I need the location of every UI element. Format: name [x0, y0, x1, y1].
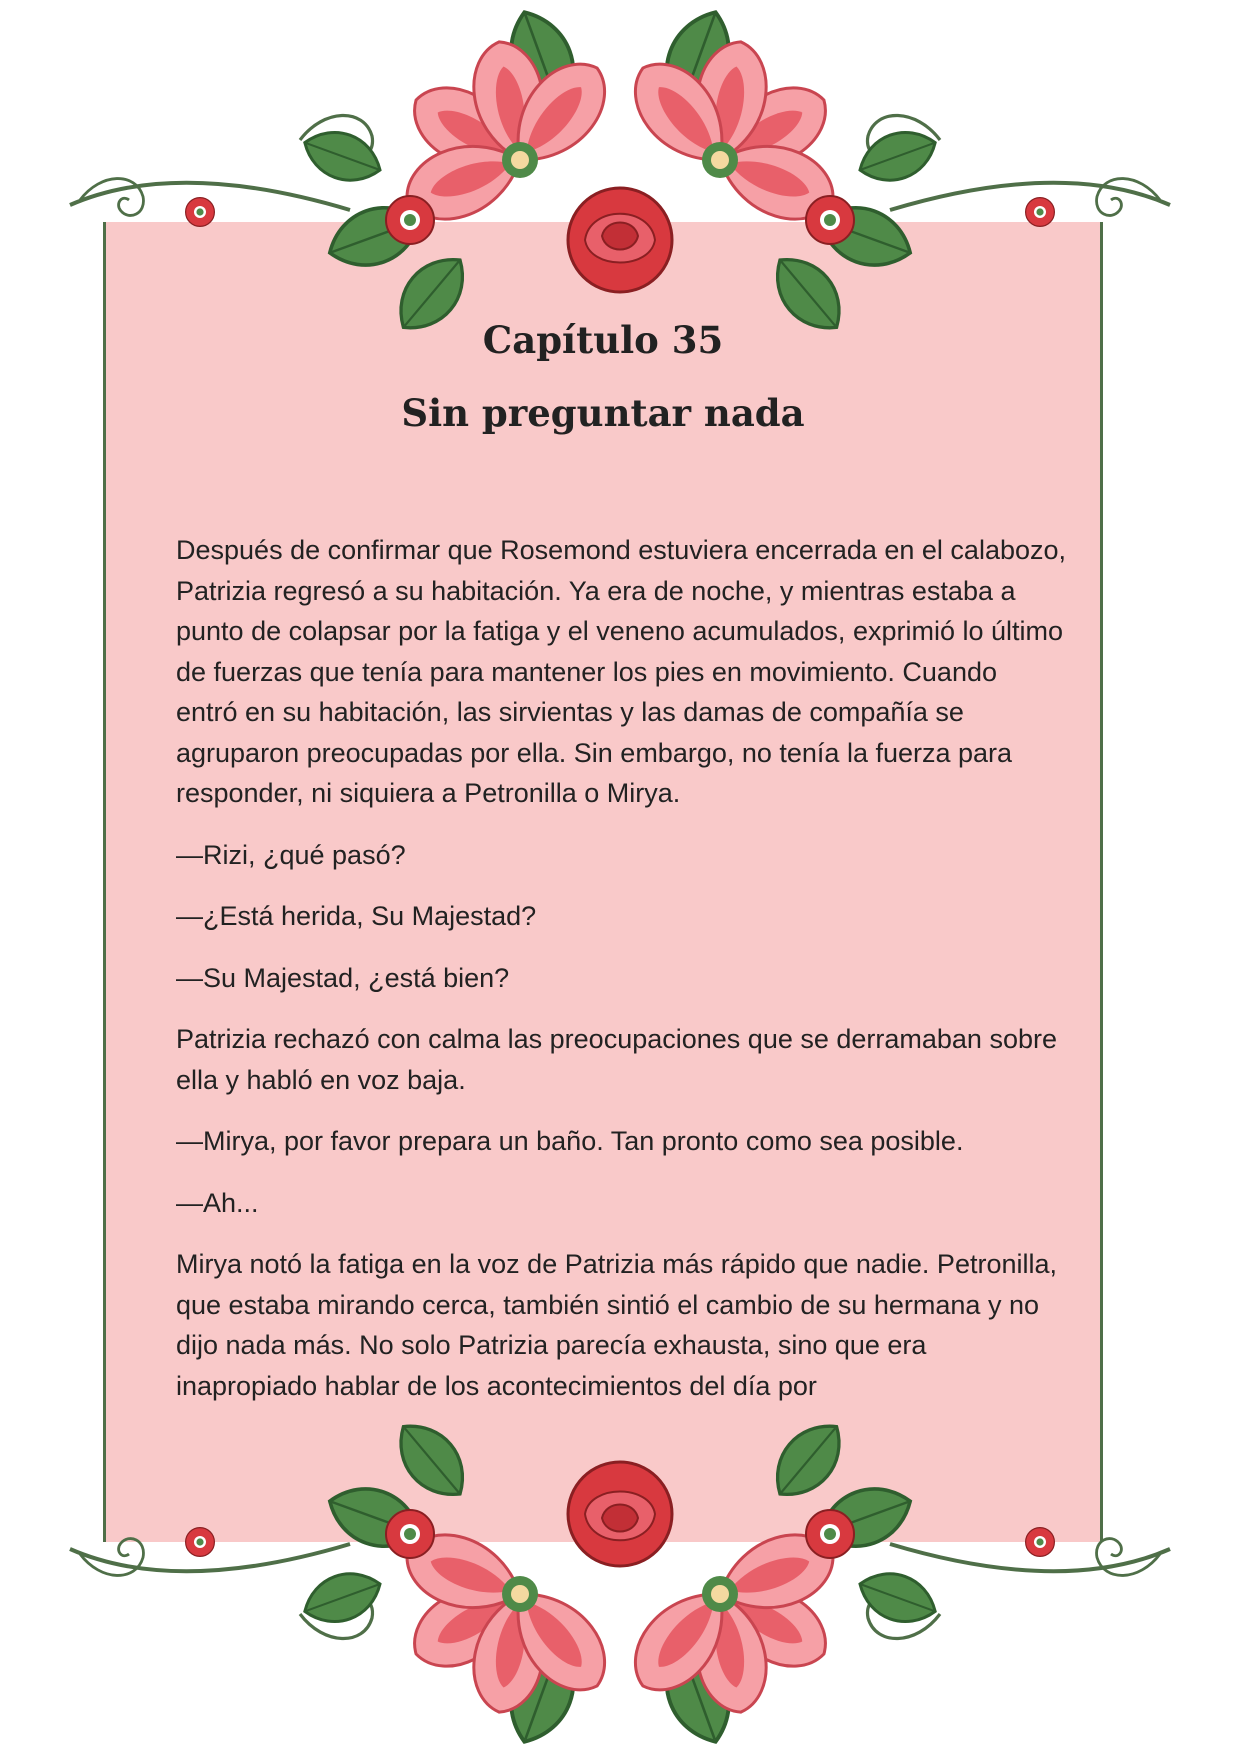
paragraph: Después de confirmar que Rosemond estuviera encerrada en el calabozo, Patrizia regresó a su habitación. Ya era de noche, y mientras estaba a punto de colapsar por la fatiga y el veneno acumulados, exprimió lo último de fuerzas que tenía para mantener los pies en movimiento. Cuando entró en su habitación, las sirvientas y las damas de compañía se agruparon preocupadas por ella. Sin embargo, no tenía la fuerza para responder, ni siquiera a Petronilla o Mirya.: [176, 535, 1067, 808]
chapter-subtitle: Sin preguntar nada: [401, 391, 805, 435]
paragraph: —Ah...: [176, 1187, 259, 1218]
paragraph: —¿Está herida, Su Majestad?: [176, 901, 537, 931]
paragraph: Mirya notó la fatiga en la voz de Patrizia más rápido que nadie. Petronilla, que estaba mirando cerca, también sintió el cambio de su hermana y no dijo nada más. No solo Patrizia parecía exhausta, sino que era inapropiado hablar de los acontecimientos del día por: [176, 1249, 1057, 1401]
chapter-body: [176, 530, 1066, 1427]
floral-ornament-bottom-icon: [0, 1414, 1240, 1754]
floral-ornament-top-icon: [0, 0, 1240, 340]
paragraph: Patrizia rechazó con calma las preocupaciones que se derramaban sobre ella y habló en voz baja.: [176, 1024, 1057, 1095]
paragraph: —Rizi, ¿qué pasó?: [176, 839, 406, 870]
paragraph: —Mirya, por favor prepara un baño. Tan pronto como sea posible.: [176, 1126, 964, 1156]
paragraph: —Su Majestad, ¿está bien?: [176, 962, 510, 993]
chapter-title: Capítulo 35: [482, 318, 724, 362]
